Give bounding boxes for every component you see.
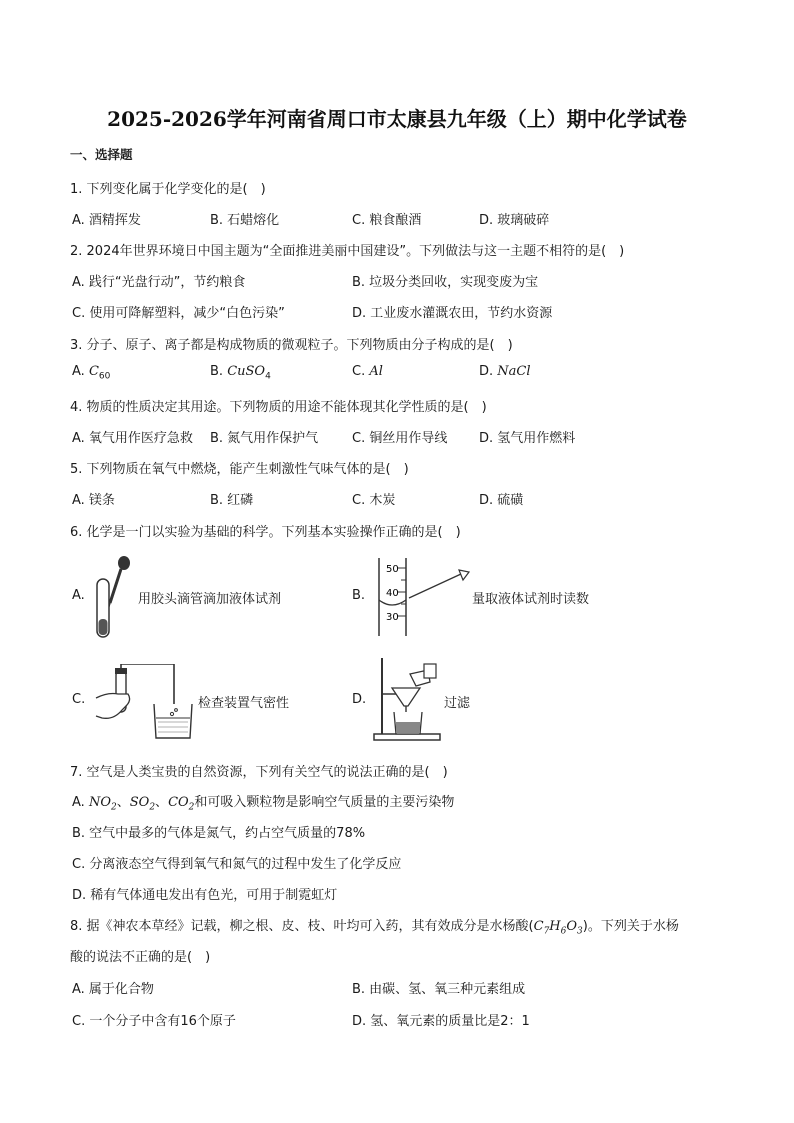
q7-a-formula-no2: $NO_2$ bbox=[88, 795, 117, 813]
q8-option-c[interactable]: C. 一个分子中含有16个原子 bbox=[72, 1014, 236, 1029]
q1-option-c[interactable]: C. 粮食酿酒 bbox=[352, 213, 422, 228]
q3-option-c-letter: C. bbox=[352, 364, 366, 379]
q6-option-d-letter[interactable]: D. bbox=[352, 692, 367, 707]
q3-option-d[interactable] bbox=[479, 364, 531, 379]
q5-option-a[interactable]: A. 镁条 bbox=[72, 493, 115, 508]
q4-option-c[interactable]: C. 铜丝用作导线 bbox=[352, 431, 448, 446]
q2-option-a[interactable]: A. 践行“光盘行动”，节约粮食 bbox=[72, 275, 246, 290]
question-2-stem: 2. 2024年世界环境日中国主题为“全面推进美丽中国建设”。下列做法与这一主题不相符的是( ) bbox=[70, 244, 625, 259]
filtration-diagram bbox=[372, 656, 442, 742]
q3-option-a[interactable] bbox=[72, 364, 110, 382]
q3-a-subscript: 60 bbox=[98, 371, 111, 382]
q8-option-a[interactable]: A. 属于化合物 bbox=[72, 982, 154, 997]
q5-option-b[interactable]: B. 红磷 bbox=[210, 493, 254, 508]
q7-option-c[interactable]: C. 分离液态空气得到氧气和氮气的过程中发生了化学反应 bbox=[72, 857, 402, 872]
q1-option-a[interactable]: A. 酒精挥发 bbox=[72, 213, 141, 228]
q3-option-b-letter: B. bbox=[210, 364, 224, 379]
q3-a-formula: C bbox=[88, 364, 99, 379]
q7-option-b[interactable]: B. 空气中最多的气体是氮气，约占空气质量的78% bbox=[72, 826, 366, 841]
cyl-mark-30: 30 bbox=[386, 612, 399, 623]
question-5-stem: 5. 下列物质在氧气中燃烧，能产生刺激性气味气体的是( ) bbox=[70, 462, 409, 477]
q2-option-d[interactable]: D. 工业废水灌溉农田，节约水资源 bbox=[352, 306, 553, 321]
q4-option-b[interactable]: B. 氮气用作保护气 bbox=[210, 431, 319, 446]
q8-option-b[interactable]: B. 由碳、氢、氧三种元素组成 bbox=[352, 982, 526, 997]
question-8-stem-line2: 酸的说法不正确的是( ) bbox=[70, 950, 211, 965]
q5-option-d[interactable]: D. 硫磺 bbox=[479, 493, 524, 508]
q3-b-subscript: 4 bbox=[265, 371, 271, 382]
page-title: 2025-2026学年河南省周口市太康县九年级（上）期中化学试卷 bbox=[107, 107, 687, 131]
question-6-stem: 6. 化学是一门以实验为基础的科学。下列基本实验操作正确的是( ) bbox=[70, 525, 461, 540]
question-7-stem: 7. 空气是人类宝贵的自然资源，下列有关空气的说法正确的是( ) bbox=[70, 765, 448, 780]
q6-option-b-label: 量取液体试剂时读数 bbox=[472, 592, 590, 607]
q1-option-b[interactable]: B. 石蜡熔化 bbox=[210, 213, 280, 228]
q6-option-b-letter[interactable]: B. bbox=[352, 588, 366, 603]
q3-option-d-letter: D. bbox=[479, 364, 494, 379]
cyl-mark-40: 40 bbox=[386, 588, 399, 599]
q7-a-formula-so2: $SO_2$ bbox=[129, 795, 156, 813]
q3-option-b[interactable] bbox=[210, 364, 271, 382]
q6-option-d-label: 过滤 bbox=[444, 696, 471, 711]
cyl-mark-50: 50 bbox=[386, 564, 399, 575]
question-8-stem-line1 bbox=[70, 915, 679, 937]
q6-option-c-label: 检查装置气密性 bbox=[198, 696, 290, 711]
q2-option-b[interactable]: B. 垃圾分类回收，实现变废为宝 bbox=[352, 275, 539, 290]
q7-option-a-text: 和可吸入颗粒物是影响空气质量的主要污染物 bbox=[194, 795, 455, 810]
question-4-stem: 4. 物质的性质决定其用途。下列物质的用途不能体现其化学性质的是( ) bbox=[70, 400, 487, 415]
salicylic-acid-formula: $C_7H_6O_3$ bbox=[533, 919, 583, 937]
q3-d-formula: NaCl bbox=[497, 364, 531, 379]
q4-option-d[interactable]: D. 氢气用作燃料 bbox=[479, 431, 576, 446]
airtightness-check-diagram bbox=[92, 664, 196, 742]
q3-option-c[interactable] bbox=[352, 364, 383, 379]
q6-option-a-label: 用胶头滴管滴加液体试剂 bbox=[138, 592, 282, 607]
q7-a-formula-co2: $CO_2$ bbox=[168, 795, 195, 813]
q5-option-c[interactable]: C. 木炭 bbox=[352, 493, 396, 508]
q3-c-formula: Al bbox=[369, 364, 383, 379]
q7-option-a[interactable]: A. $NO_2$、$SO_2$、$CO_2$和可吸入颗粒物是影响空气质量的主要污染物 bbox=[72, 795, 455, 813]
q4-option-a[interactable]: A. 氧气用作医疗急救 bbox=[72, 431, 193, 446]
question-1-stem: 1. 下列变化属于化学变化的是( ) bbox=[70, 182, 266, 197]
q1-option-d[interactable]: D. 玻璃破碎 bbox=[479, 213, 550, 228]
section-heading: 一、选择题 bbox=[70, 147, 133, 162]
q3-b-formula: CuSO bbox=[227, 364, 266, 379]
q7-option-d[interactable]: D. 稀有气体通电发出有色光，可用于制霓虹灯 bbox=[72, 888, 338, 903]
q8-stem-part2: )。下列关于水杨 bbox=[582, 919, 679, 934]
dropper-test-tube-diagram bbox=[88, 553, 136, 641]
question-3-stem: 3. 分子、原子、离子都是构成物质的微观粒子。下列物质由分子构成的是( ) bbox=[70, 338, 513, 353]
graduated-cylinder-diagram bbox=[373, 558, 473, 638]
q3-option-a-letter: A. bbox=[72, 364, 85, 379]
q2-option-c[interactable]: C. 使用可降解塑料，减少“白色污染” bbox=[72, 306, 285, 321]
q6-option-a-letter[interactable]: A. bbox=[72, 588, 85, 603]
q6-option-c-letter[interactable]: C. bbox=[72, 692, 86, 707]
q8-stem-part1: 8. 据《神农本草经》记载，柳之根、皮、枝、叶均可入药，其有效成分是水杨酸( bbox=[70, 919, 534, 934]
q8-option-d[interactable]: D. 氢、氧元素的质量比是2：1 bbox=[352, 1014, 530, 1029]
